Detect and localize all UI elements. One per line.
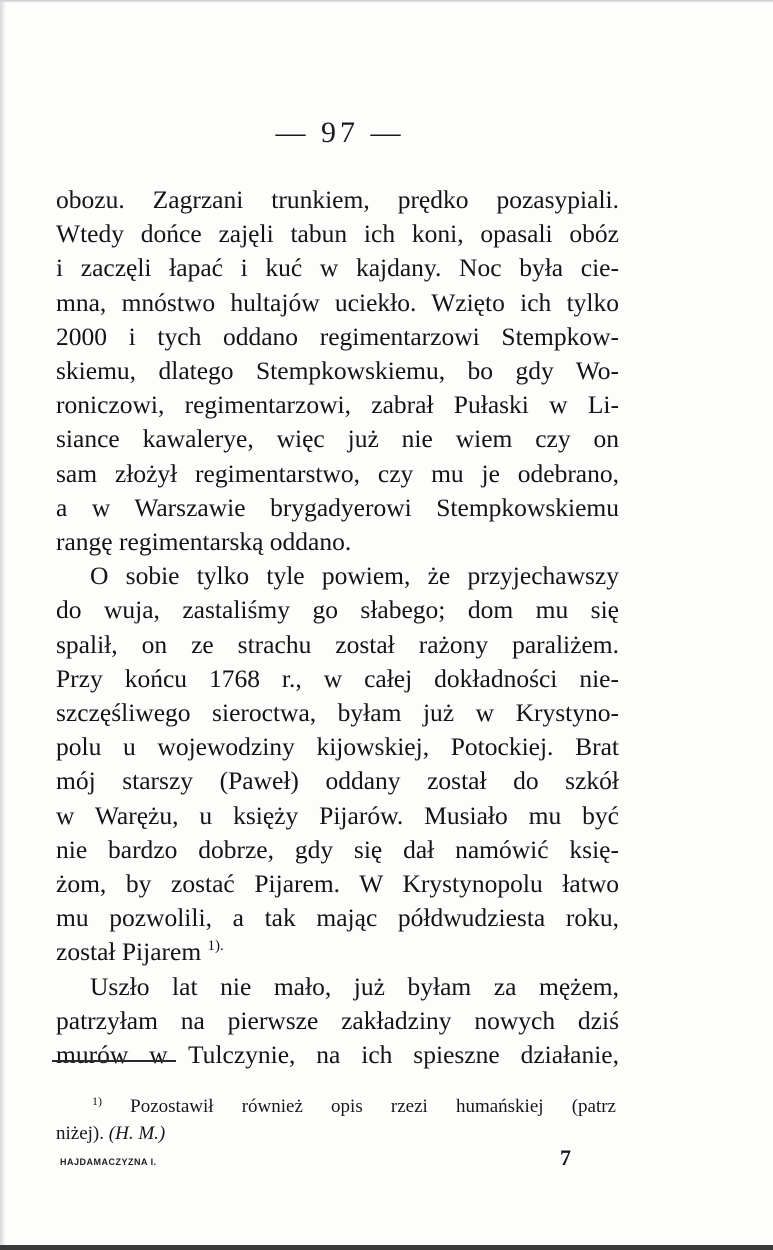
- text-line-content: został Pijarem: [56, 937, 202, 967]
- text-line: sam złożył regimentarstwo, czy mu je odebrano,: [56, 458, 619, 488]
- page-number-header: — 97 —: [275, 116, 405, 149]
- text-line: skiemu, dlatego Stempkowskiemu, bo gdy Wo-: [56, 356, 619, 386]
- text-line: Uszło lat nie mało, już byłam za mężem,: [90, 971, 619, 1001]
- text-line: rangę regimentarską oddano.: [56, 527, 352, 557]
- footnote-text: niżej).: [56, 1123, 105, 1144]
- text-line: [56, 935, 619, 969]
- text-line: mu pozwolili, a tak mając półdwudziesta roku,: [56, 903, 619, 933]
- text-line: szczęśliwego sieroctwa, byłam już w Krystyno-: [56, 698, 619, 728]
- text-line: polu u wojewodziny kijowskiej, Potockiej. Brat: [56, 732, 619, 762]
- footnote-line: [56, 1120, 616, 1147]
- footnote-mark: 1): [92, 1094, 102, 1108]
- text-line: O sobie tylko tyle powiem, że przyjechawszy: [90, 561, 619, 591]
- footnote-author-initials: (H. M.): [108, 1123, 166, 1144]
- footnote-reference: 1).: [207, 938, 224, 955]
- sheet-number: 7: [560, 1145, 571, 1170]
- scan-edge-left: [0, 0, 6, 1250]
- scan-edge-bottom: [0, 1245, 773, 1250]
- text-line: żom, by zostać Pijarem. W Krystynopolu łatwo: [56, 869, 619, 899]
- footnote-line: [56, 1093, 616, 1120]
- text-line: nie bardzo dobrze, gdy się dał namówić księ-: [56, 834, 619, 864]
- footnote-divider: [52, 1060, 176, 1062]
- text-line: do wuja, zastaliśmy go słabego; dom mu się: [56, 595, 619, 625]
- printer-signature: HAJDAMACZYZNA I.: [60, 1157, 157, 1167]
- body-text: [56, 183, 619, 1072]
- footnote-text: Pozostawił również opis rzezi humańskiej (patrz: [130, 1096, 616, 1117]
- footnotes: [56, 1093, 616, 1147]
- text-line: siance kawalerye, więc już nie wiem czy on: [56, 424, 619, 454]
- text-line: mój starszy (Paweł) oddany został do szkół: [56, 766, 619, 796]
- text-line: spalił, on ze strachu został rażony paraliżem.: [56, 629, 619, 659]
- text-line: Wtedy dońce zajęli tabun ich koni, opasali obóz: [56, 219, 619, 249]
- scan-edge-top: [0, 0, 773, 3]
- text-line: Przy końcu 1768 r., w całej dokładności nie-: [56, 663, 619, 693]
- text-line: a w Warszawie brygadyerowi Stempkowskiemu: [56, 492, 619, 522]
- text-line: roniczowi, regimentarzowi, zabrał Pułaski w Li-: [56, 390, 619, 420]
- text-line: i zaczęli łapać i kuć w kajdany. Noc była cie-: [56, 253, 619, 283]
- text-line: murów w Tulczynie, na ich spieszne działanie,: [56, 1040, 619, 1070]
- text-line: w Warężu, u księży Pijarów. Musiało mu być: [56, 800, 619, 830]
- text-line: patrzyłam na pierwsze zakładziny nowych dziś: [56, 1005, 619, 1035]
- text-line: mna, mnóstwo hultajów uciekło. Wzięto ich tylko: [56, 287, 619, 317]
- text-line: 2000 i tych oddano regimentarzowi Stempkow-: [56, 321, 619, 351]
- text-line: obozu. Zagrzani trunkiem, prędko pozasypiali.: [56, 185, 619, 214]
